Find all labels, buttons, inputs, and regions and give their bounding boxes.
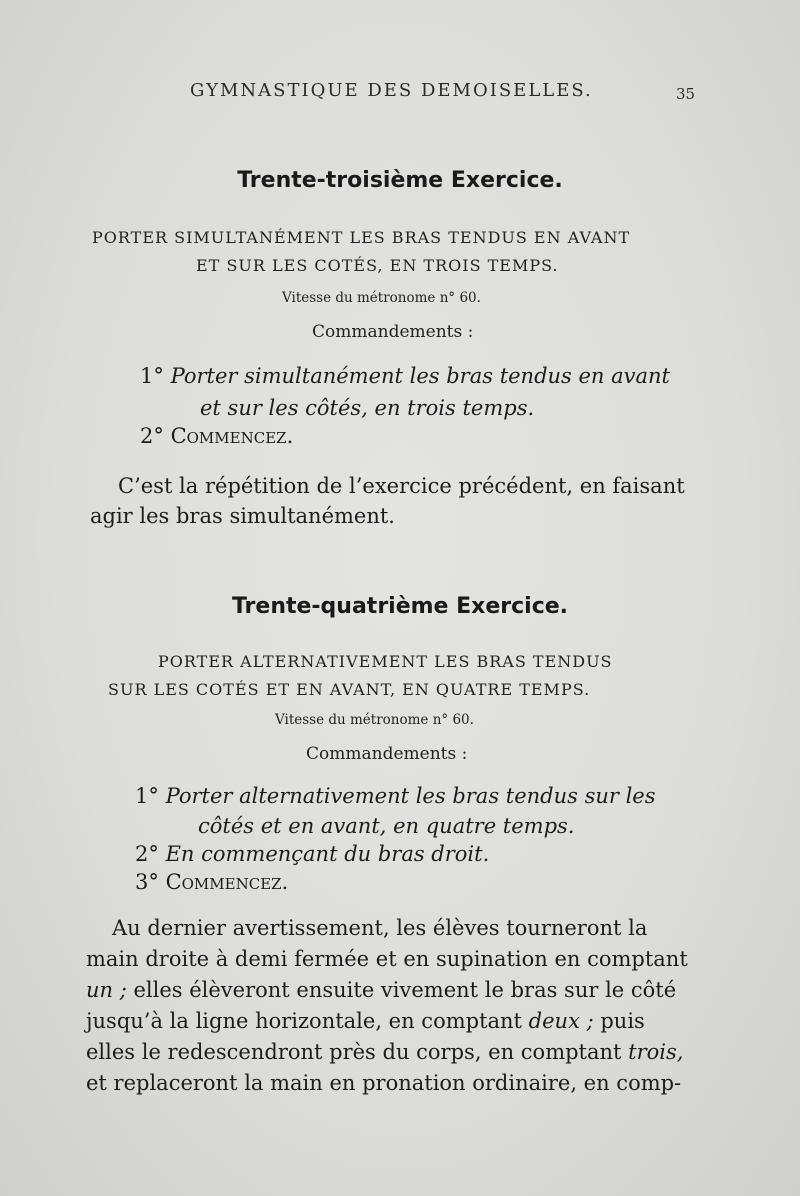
exercise-34-command-3 — [135, 870, 288, 894]
exercise-34-command-2 — [135, 842, 489, 866]
exercise-34-heading-line-1: PORTER ALTERNATIVEMENT LES BRAS TENDUS — [158, 652, 613, 671]
paragraph-line-4 — [86, 1009, 645, 1033]
emphasis-text: deux ; — [528, 1009, 594, 1033]
emphasis-text: un ; — [86, 978, 127, 1002]
plain-text: elles le redescendront près du corps, en comptant — [86, 1040, 629, 1064]
plain-text: elles élèveront ensuite vivement le bras sur le côté — [126, 978, 677, 1002]
exercise-34-command-1-continued: côtés et en avant, en quatre temps. — [198, 814, 575, 838]
exercise-33-body-line-1: C’est la répétition de l’exercice précédent, en faisant — [118, 474, 685, 498]
exercise-34-tempo: Vitesse du métronome n° 60. — [275, 712, 474, 728]
exercise-33-tempo: Vitesse du métronome n° 60. — [282, 290, 481, 306]
command-text: En commençant du bras droit. — [165, 842, 490, 866]
exercise-33-command-2 — [140, 424, 293, 448]
command-number: 2° — [140, 424, 164, 448]
command-text: Commencez. — [170, 424, 294, 448]
exercise-33-title: Trente-troisième Exercice. — [237, 168, 563, 193]
command-text: Porter alternativement les bras tendus sur les — [165, 784, 656, 808]
exercise-34-heading-line-2: SUR LES COTÉS ET EN AVANT, EN QUATRE TEMPS. — [108, 680, 591, 699]
exercise-33-command-1-continued: et sur les côtés, en trois temps. — [200, 396, 535, 420]
command-text: Porter simultanément les bras tendus en avant — [170, 364, 670, 388]
paragraph-line-1: Au dernier avertissement, les élèves tourneront la — [112, 916, 648, 940]
exercise-34-title: Trente-quatrième Exercice. — [231, 594, 569, 619]
emphasis-text: trois, — [628, 1040, 684, 1064]
plain-text: puis — [593, 1009, 645, 1033]
page-number: 35 — [676, 85, 696, 103]
exercise-34-command-1 — [135, 784, 656, 808]
paragraph-line-3 — [86, 978, 676, 1002]
exercise-33-command-1 — [140, 364, 670, 388]
exercise-33-body-line-2: agir les bras simultanément. — [90, 504, 395, 528]
command-number: 1° — [140, 364, 164, 388]
command-number: 1° — [135, 784, 159, 808]
plain-text: jusqu’à la ligne horizontale, en comptant — [86, 1009, 529, 1033]
exercise-33-heading-line-2: ET SUR LES COTÉS, EN TROIS TEMPS. — [196, 256, 559, 275]
command-text: Commencez. — [165, 870, 289, 894]
exercise-33-commands-label: Commandements : — [312, 322, 474, 342]
paragraph-line-2: main droite à demi fermée et en supination en comptant — [86, 947, 688, 971]
paragraph-line-5 — [86, 1040, 683, 1064]
paragraph-line-6: et replaceront la main en pronation ordinaire, en comp- — [86, 1071, 682, 1095]
running-title: GYMNASTIQUE DES DEMOISELLES. — [190, 80, 593, 101]
exercise-33-heading-line-1: PORTER SIMULTANÉMENT LES BRAS TENDUS EN AVANT — [92, 228, 631, 247]
command-number: 3° — [135, 870, 159, 894]
command-number: 2° — [135, 842, 159, 866]
exercise-34-commands-label: Commandements : — [306, 744, 468, 764]
